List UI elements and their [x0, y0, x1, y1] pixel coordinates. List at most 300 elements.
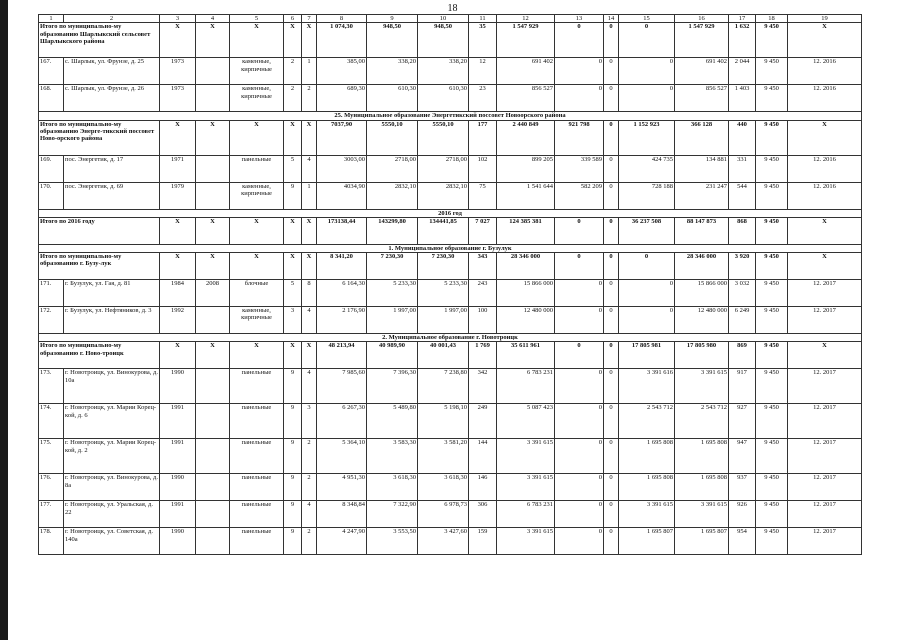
table-cell: 17 805 981 [619, 342, 675, 369]
table-cell: 9 450 [756, 342, 788, 369]
table-cell: 2 [302, 85, 317, 112]
table-cell: 75 [469, 182, 497, 209]
table-cell: 9 [284, 369, 302, 404]
table-cell: 134441,85 [418, 217, 469, 244]
table-cell: 0 [619, 307, 675, 334]
table-cell: 177 [469, 120, 497, 155]
table-cell [196, 474, 230, 501]
table-cell: 2008 [196, 280, 230, 307]
table-cell: 9 450 [756, 404, 788, 439]
table-cell: 177. [39, 501, 64, 528]
scan-edge [0, 0, 8, 640]
table-cell: Х [196, 342, 230, 369]
table-cell: 0 [604, 23, 619, 58]
table-cell: 691 402 [497, 58, 555, 85]
table-cell: 3 391 615 [497, 439, 555, 474]
table-cell: 5550,10 [418, 120, 469, 155]
table-cell: 610,30 [367, 85, 418, 112]
table-cell: Х [302, 253, 317, 280]
table-cell: 144 [469, 439, 497, 474]
table-cell: 2 [284, 85, 302, 112]
table-cell: 102 [469, 155, 497, 182]
table-cell: 0 [604, 501, 619, 528]
table-cell: 3 [302, 404, 317, 439]
table-row [39, 474, 862, 501]
table-cell: Х [230, 217, 284, 244]
table-cell: 1984 [160, 280, 196, 307]
table-cell: 88 147 873 [675, 217, 729, 244]
table-cell: 134 881 [675, 155, 729, 182]
table-cell: 544 [729, 182, 756, 209]
table-cell: 954 [729, 528, 756, 555]
table-cell [196, 85, 230, 112]
section-header-row [39, 209, 862, 217]
table-cell: 948,50 [418, 23, 469, 58]
table-cell: Х [302, 342, 317, 369]
table-cell [196, 58, 230, 85]
table-cell: 173. [39, 369, 64, 404]
table-cell: 856 527 [675, 85, 729, 112]
table-cell: 0 [604, 474, 619, 501]
table-cell: 159 [469, 528, 497, 555]
table-cell: 0 [604, 58, 619, 85]
table-cell: 5 489,80 [367, 404, 418, 439]
table-cell: 1 152 923 [619, 120, 675, 155]
table-cell: 0 [604, 404, 619, 439]
table-cell [196, 528, 230, 555]
table-cell: 0 [555, 404, 604, 439]
table-cell: каменные, кирпичные [230, 85, 284, 112]
table-cell: 1991 [160, 439, 196, 474]
table-cell [196, 307, 230, 334]
table-cell: 0 [555, 307, 604, 334]
table-cell: 169. [39, 155, 64, 182]
table-cell: 9 450 [756, 439, 788, 474]
table-cell: 9 450 [756, 217, 788, 244]
table-cell: 1 541 644 [497, 182, 555, 209]
table-cell: 3 391 615 [675, 501, 729, 528]
table-cell: 338,20 [418, 58, 469, 85]
table-cell: 12. 2017 [788, 280, 862, 307]
table-cell: 12. 2017 [788, 404, 862, 439]
table-row [39, 501, 862, 528]
table-cell: 3 391 615 [497, 474, 555, 501]
table-cell: 9 [284, 439, 302, 474]
table-cell: 4 [302, 307, 317, 334]
table-cell: 48 213,94 [317, 342, 367, 369]
column-number: 8 [317, 15, 367, 23]
table-cell: 0 [604, 307, 619, 334]
total-label: Итого по муниципально-му образованию Шарлыкский сельсовет Шарлыкского района [39, 23, 160, 58]
table-cell: пос. Энергетик, д. 17 [64, 155, 160, 182]
table-cell: г. Новотроицк, ул. Винокурова, д. 10а [64, 369, 160, 404]
column-number: 12 [497, 15, 555, 23]
column-number: 2 [64, 15, 160, 23]
table-row [39, 404, 862, 439]
table-cell: 926 [729, 501, 756, 528]
table-cell: 146 [469, 474, 497, 501]
table-cell: Х [230, 120, 284, 155]
table-cell [196, 439, 230, 474]
column-number: 18 [756, 15, 788, 23]
table-cell: 9 450 [756, 253, 788, 280]
table-cell: каменные, кирпичные [230, 58, 284, 85]
table-cell: 7 230,30 [418, 253, 469, 280]
table-row [39, 439, 862, 474]
total-row [39, 23, 862, 58]
table-cell: панельные [230, 501, 284, 528]
table-cell: 1 769 [469, 342, 497, 369]
table-cell: 0 [619, 58, 675, 85]
table-cell: 1990 [160, 528, 196, 555]
table-cell: каменные, кирпичные [230, 182, 284, 209]
table-cell: 0 [619, 85, 675, 112]
table-cell: 0 [555, 217, 604, 244]
column-number: 13 [555, 15, 604, 23]
table-cell: блочные [230, 280, 284, 307]
table-cell: Х [302, 120, 317, 155]
table-cell: 306 [469, 501, 497, 528]
table-cell: 9 [284, 474, 302, 501]
table-cell: 1 403 [729, 85, 756, 112]
table-cell: 728 188 [619, 182, 675, 209]
table-cell: 1992 [160, 307, 196, 334]
table-cell: 0 [555, 369, 604, 404]
column-number: 6 [284, 15, 302, 23]
total-label: Итого по муниципально-му образованию г. Бузу-лук [39, 253, 160, 280]
table-cell: 3 581,20 [418, 439, 469, 474]
table-cell: 1979 [160, 182, 196, 209]
table-cell: 5 364,10 [317, 439, 367, 474]
table-cell: 5 [284, 280, 302, 307]
table-cell: г. Новотроицк, ул. Советская, д. 140а [64, 528, 160, 555]
table-cell: 0 [555, 342, 604, 369]
table-cell: 366 128 [675, 120, 729, 155]
table-cell: Х [230, 342, 284, 369]
table-cell: 9 [284, 404, 302, 439]
table-cell: 1 997,00 [367, 307, 418, 334]
table-cell: 342 [469, 369, 497, 404]
table-cell: 12. 2016 [788, 182, 862, 209]
table-row [39, 155, 862, 182]
table-cell: пос. Энергетик, д. 69 [64, 182, 160, 209]
table-cell: 2 [302, 474, 317, 501]
table-cell: 339 589 [555, 155, 604, 182]
table-cell: 12. 2017 [788, 439, 862, 474]
table-cell: 6 978,73 [418, 501, 469, 528]
table-cell: Х [160, 342, 196, 369]
table-cell: 15 866 000 [675, 280, 729, 307]
table-cell [196, 182, 230, 209]
table-cell: 1991 [160, 404, 196, 439]
table-cell: 9 450 [756, 155, 788, 182]
total-label: Итого по 2016 году [39, 217, 160, 244]
table-cell: каменные, кирпичные [230, 307, 284, 334]
table-cell: Х [284, 342, 302, 369]
table-cell: 1973 [160, 85, 196, 112]
table-cell: 0 [555, 85, 604, 112]
table-cell: Х [230, 253, 284, 280]
table-row [39, 280, 862, 307]
table-cell: 7037,90 [317, 120, 367, 155]
table-cell: 9 450 [756, 58, 788, 85]
column-number: 5 [230, 15, 284, 23]
table-cell: 0 [555, 253, 604, 280]
table-cell: Х [196, 253, 230, 280]
table-cell: 40 989,90 [367, 342, 418, 369]
table-cell: 3 [284, 307, 302, 334]
table-cell: Х [160, 120, 196, 155]
table-cell: Х [788, 217, 862, 244]
table-row [39, 369, 862, 404]
table-cell: 2718,00 [367, 155, 418, 182]
table-cell: 2718,00 [418, 155, 469, 182]
table-cell: 9 [284, 182, 302, 209]
table-cell: 9 450 [756, 182, 788, 209]
table-cell: 175. [39, 439, 64, 474]
table-cell: 167. [39, 58, 64, 85]
table-cell: 1973 [160, 58, 196, 85]
table-cell: 1971 [160, 155, 196, 182]
table-cell: 3 618,30 [367, 474, 418, 501]
table-cell: 691 402 [675, 58, 729, 85]
column-number: 14 [604, 15, 619, 23]
table-cell: 9 450 [756, 501, 788, 528]
table-cell: 9 450 [756, 307, 788, 334]
column-number: 1 [39, 15, 64, 23]
table-cell: 231 247 [675, 182, 729, 209]
table-cell: 0 [555, 528, 604, 555]
table-cell: 7 230,30 [367, 253, 418, 280]
page-number: 18 [447, 3, 458, 14]
section-header-row [39, 244, 862, 252]
table-cell: 0 [619, 253, 675, 280]
column-number: 11 [469, 15, 497, 23]
table-cell: 124 385 381 [497, 217, 555, 244]
table-cell: 4 [302, 501, 317, 528]
table-cell: 689,30 [317, 85, 367, 112]
table-cell: 1 695 808 [675, 474, 729, 501]
table-cell: 0 [604, 85, 619, 112]
table-cell: 0 [555, 439, 604, 474]
column-number: 17 [729, 15, 756, 23]
table-cell: 0 [555, 501, 604, 528]
table-cell: 40 001,43 [418, 342, 469, 369]
table-cell: 9 [284, 528, 302, 555]
table-cell: 338,20 [367, 58, 418, 85]
section-header-row [39, 334, 862, 342]
table-cell: 28 346 000 [675, 253, 729, 280]
table-cell: 6 164,30 [317, 280, 367, 307]
table-cell: 2 543 712 [619, 404, 675, 439]
table-cell: 3 427,60 [418, 528, 469, 555]
table-cell: 937 [729, 474, 756, 501]
table-cell: 3 391 616 [619, 369, 675, 404]
table-cell: 2 [302, 439, 317, 474]
table-cell: 36 237 508 [619, 217, 675, 244]
column-number: 3 [160, 15, 196, 23]
table-cell: 0 [604, 369, 619, 404]
table-cell: г. Бузулук, ул. Гая, д. 81 [64, 280, 160, 307]
table-cell: 3 553,50 [367, 528, 418, 555]
table-cell: 8 [302, 280, 317, 307]
table-cell: Х [302, 217, 317, 244]
table-cell: 12. 2017 [788, 528, 862, 555]
table-cell: Х [302, 23, 317, 58]
table-cell: 5550,10 [367, 120, 418, 155]
table-cell: 12. 2017 [788, 307, 862, 334]
table-cell: 331 [729, 155, 756, 182]
table-cell: 1 695 808 [675, 439, 729, 474]
table-cell: с. Шарлык, ул. Фрунзе, д. 26 [64, 85, 160, 112]
table-cell: 12. 2016 [788, 155, 862, 182]
table-cell: Х [160, 23, 196, 58]
table-cell: 856 527 [497, 85, 555, 112]
table-cell: 440 [729, 120, 756, 155]
table-cell: 0 [555, 58, 604, 85]
table-cell: с. Шарлык, ул. Фрунзе, д. 25 [64, 58, 160, 85]
table-cell: 2 044 [729, 58, 756, 85]
table-cell: 0 [604, 342, 619, 369]
table-cell [196, 155, 230, 182]
table-cell: 17 805 980 [675, 342, 729, 369]
table-cell: 0 [604, 155, 619, 182]
table-cell: 2832,10 [367, 182, 418, 209]
table-cell: 385,00 [317, 58, 367, 85]
total-label: Итого по муниципально-му образованию г. Ново-троицк [39, 342, 160, 369]
table-cell: 6 267,30 [317, 404, 367, 439]
column-number: 15 [619, 15, 675, 23]
housing-repair-table [38, 14, 862, 555]
total-label: Итого по муниципально-му образованию Энерге-тикский поссовет Ново-орского района [39, 120, 160, 155]
table-cell: Х [788, 342, 862, 369]
table-cell: 6 783 231 [497, 501, 555, 528]
table-cell: 243 [469, 280, 497, 307]
section-header-row [39, 112, 862, 120]
table-cell: 582 209 [555, 182, 604, 209]
table-cell: 12 [469, 58, 497, 85]
table-cell: 28 346 000 [497, 253, 555, 280]
table-cell [196, 369, 230, 404]
table-cell: Х [196, 217, 230, 244]
table-cell: панельные [230, 439, 284, 474]
table-cell: 927 [729, 404, 756, 439]
table-cell: панельные [230, 528, 284, 555]
table-cell: Х [284, 23, 302, 58]
table-row [39, 58, 862, 85]
table-cell: 0 [555, 474, 604, 501]
table-cell: 3 391 615 [675, 369, 729, 404]
table-cell: 12 480 000 [675, 307, 729, 334]
table-cell: 9 450 [756, 369, 788, 404]
table-cell: 6 249 [729, 307, 756, 334]
table-cell: 0 [604, 217, 619, 244]
table-cell: Х [160, 217, 196, 244]
table-cell: 1 [302, 58, 317, 85]
table-cell: 5 [284, 155, 302, 182]
column-number: 9 [367, 15, 418, 23]
table-cell: 9 450 [756, 474, 788, 501]
table-cell: 4 951,30 [317, 474, 367, 501]
table-cell: 3 920 [729, 253, 756, 280]
table-cell: г. Новотроицк, ул. Марии Корец-кой, д. 6 [64, 404, 160, 439]
table-cell: 1990 [160, 474, 196, 501]
table-cell: 9 450 [756, 85, 788, 112]
table-cell: 0 [555, 23, 604, 58]
column-number: 7 [302, 15, 317, 23]
table-cell: 12. 2016 [788, 58, 862, 85]
table-cell: 0 [604, 439, 619, 474]
table-cell: Х [196, 23, 230, 58]
table-cell: 35 [469, 23, 497, 58]
column-number: 16 [675, 15, 729, 23]
total-row [39, 120, 862, 155]
table-cell: 9 450 [756, 120, 788, 155]
table-cell: 1 074,30 [317, 23, 367, 58]
table-cell: 9 450 [756, 23, 788, 58]
table-cell: панельные [230, 155, 284, 182]
table-cell: 0 [619, 23, 675, 58]
table-cell: 3 618,30 [418, 474, 469, 501]
table-cell: 1 695 808 [619, 439, 675, 474]
table-row [39, 182, 862, 209]
table-cell: Х [788, 253, 862, 280]
table-cell: 178. [39, 528, 64, 555]
table-cell: 8 341,20 [317, 253, 367, 280]
table-cell: 5 233,30 [418, 280, 469, 307]
section-title: 1. Муниципальное образование г. Бузулук [39, 244, 862, 252]
table-cell: 1990 [160, 369, 196, 404]
table-cell: 23 [469, 85, 497, 112]
table-cell: 6 783 231 [497, 369, 555, 404]
table-cell: Х [284, 120, 302, 155]
column-number: 10 [418, 15, 469, 23]
table-cell: 168. [39, 85, 64, 112]
table-cell: 4 [302, 155, 317, 182]
table-cell: 899 205 [497, 155, 555, 182]
table-cell: 1 632 [729, 23, 756, 58]
table-cell: 948,50 [367, 23, 418, 58]
table-cell: 171. [39, 280, 64, 307]
table-cell: 3 391 615 [497, 528, 555, 555]
table-cell: 172. [39, 307, 64, 334]
table-cell: 4 [302, 369, 317, 404]
table-cell: Х [788, 23, 862, 58]
table-cell: 12. 2017 [788, 501, 862, 528]
table-cell: 12. 2016 [788, 85, 862, 112]
table-cell: 4 247,90 [317, 528, 367, 555]
table-cell: 4034,90 [317, 182, 367, 209]
table-cell: 1991 [160, 501, 196, 528]
table-cell: 15 866 000 [497, 280, 555, 307]
table-cell: 2 176,90 [317, 307, 367, 334]
table-cell: 917 [729, 369, 756, 404]
table-cell: 1 695 807 [619, 528, 675, 555]
table-cell: панельные [230, 404, 284, 439]
table-cell: панельные [230, 369, 284, 404]
table-cell: 7 396,30 [367, 369, 418, 404]
table-cell: 7 238,80 [418, 369, 469, 404]
table-cell: 424 735 [619, 155, 675, 182]
table-cell: 174. [39, 404, 64, 439]
table-cell: 343 [469, 253, 497, 280]
table-cell: 9 450 [756, 280, 788, 307]
table-row [39, 85, 862, 112]
table-cell: 5 087 423 [497, 404, 555, 439]
table-cell: 12. 2017 [788, 474, 862, 501]
table-row [39, 528, 862, 555]
table-cell: 7 322,90 [367, 501, 418, 528]
